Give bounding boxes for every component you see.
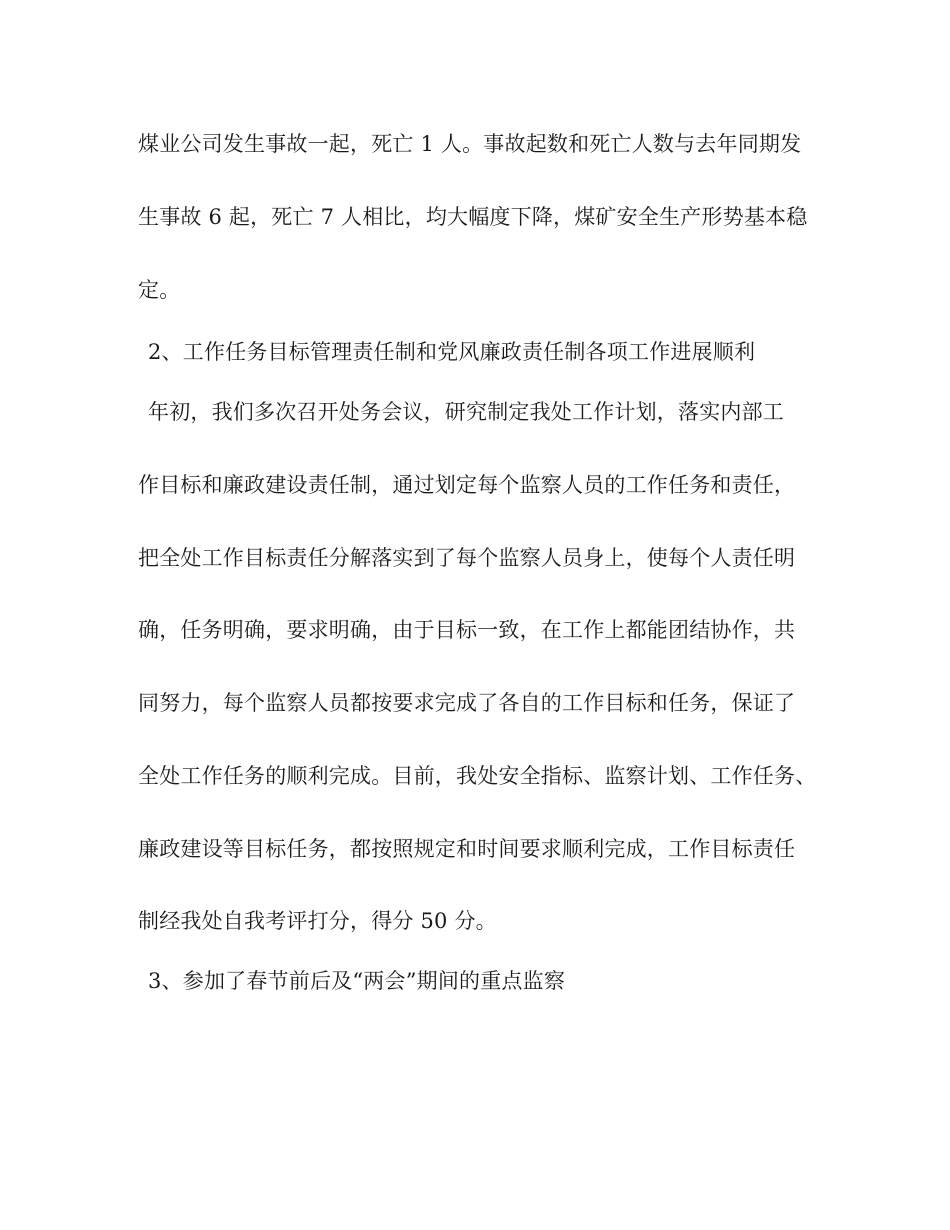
body-line-8: 确，任务明确，要求明确，由于目标一致，在工作上都能团结协作，共 <box>138 618 796 642</box>
body-line-1: 煤业公司发生事故一起，死亡 1 人。事故起数和死亡人数与去年同期发 <box>138 132 802 156</box>
body-line-5: 年初，我们多次召开处务会议，研究制定我处工作计划，落实内部工 <box>148 400 784 424</box>
body-line-11: 廉政建设等目标任务，都按照规定和时间要求顺利完成，工作目标责任 <box>138 837 796 861</box>
body-line-10: 全处工作任务的顺利完成。目前，我处安全指标、监察计划、工作任务、 <box>138 764 817 788</box>
section-heading-3: 3、参加了春节前后及“两会”期间的重点监察 <box>148 969 566 993</box>
body-line-9: 同努力，每个监察人员都按要求完成了各自的工作目标和任务，保证了 <box>138 691 796 715</box>
body-line-7: 把全处工作目标责任分解落实到了每个监察人员身上，使每个人责任明 <box>138 546 796 570</box>
body-line-3: 定。 <box>138 278 181 302</box>
body-line-6: 作目标和廉政建设责任制，通过划定每个监察人员的工作任务和责任， <box>138 473 796 497</box>
section-heading-2: 2、工作任务目标管理责任制和党风廉政责任制各项工作进展顺利 <box>148 340 756 364</box>
body-line-12: 制经我处自我考评打分，得分 50 分。 <box>138 909 497 933</box>
body-line-2: 生事故 6 起，死亡 7 人相比，均大幅度下降，煤矿安全生产形势基本稳 <box>138 205 808 229</box>
